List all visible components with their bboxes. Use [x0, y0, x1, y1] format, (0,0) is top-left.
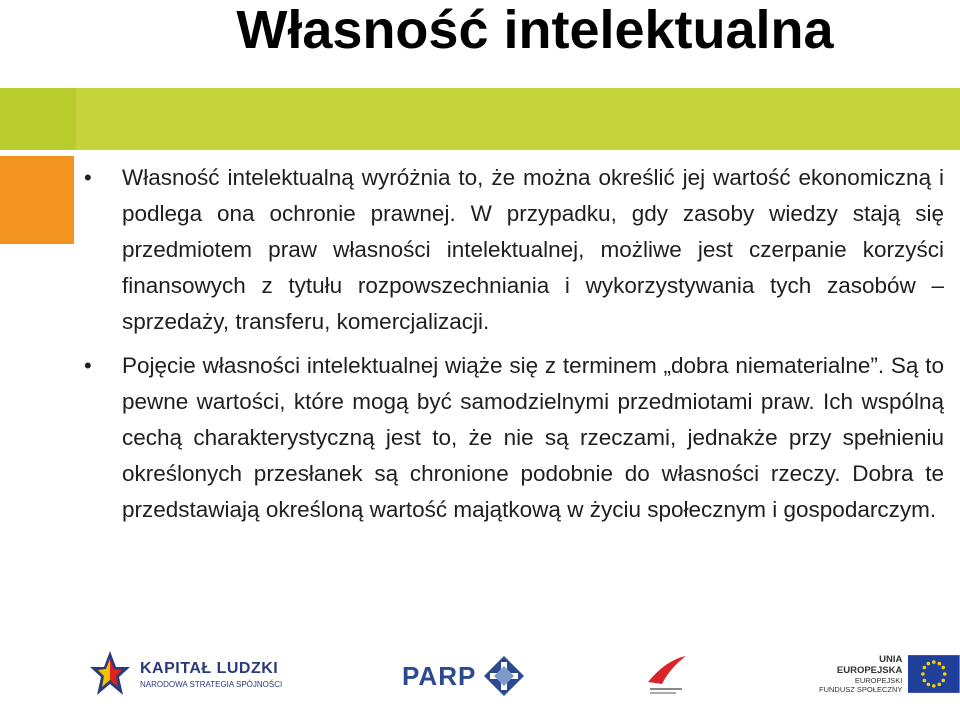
- green-header-bar: [76, 88, 960, 150]
- parp-mark-icon: [482, 654, 526, 698]
- eu-flag-icon: [908, 655, 960, 693]
- bullet-text: Pojęcie własności intelektualnej wiąże się z terminem „dobra niematerialne”. Są to pewne wartości, które mogą być samodzielnymi przedmiotami praw. Ich wspólną cechą charakterystyczną jest to, że nie są rzeczami, jednakże przy spełnieniu określonych przesłanek są chronione podobnie do własności rzeczy. Dobra te przedstawiają określoną wartość majątkową w życiu społecznym i gospodarczym.: [122, 353, 944, 522]
- kapital-ludzki-name: KAPITAŁ LUDZKI: [140, 659, 279, 677]
- slide-content: [82, 160, 944, 536]
- eu-logo: [812, 654, 960, 694]
- bullet-item: [82, 160, 944, 340]
- eu-line3: FUNDUSZ SPOŁECZNY: [819, 685, 903, 694]
- orange-side-block: [0, 156, 74, 244]
- swoosh-logo-icon: [640, 650, 692, 700]
- kapital-ludzki-subtitle: NARODOWA STRATEGIA SPÓJNOŚCI: [140, 679, 283, 689]
- page-title: Własność intelektualna: [236, 0, 834, 60]
- eu-line2: EUROPEJSKI: [854, 676, 903, 685]
- bullet-text: Własność intelektualną wyróżnia to, że można określić jej wartość ekonomiczną i podlega ona ochronie prawnej. W przypadku, gdy zasoby wiedzy stają się przedmiotem praw własności intelektualnej, możliwe jest czerpanie korzyści finansowych z tytułu rozpowszechniania i wykorzystywania tych zasobów – sprzedaży, transferu, komercjalizacji.: [122, 165, 944, 334]
- star-logo-icon: [90, 649, 130, 699]
- bullet-dot: •: [84, 353, 92, 378]
- kapital-ludzki-logo: [90, 646, 282, 702]
- eu-line1: UNIA EUROPEJSKA: [836, 654, 903, 676]
- green-left-block: [0, 88, 76, 150]
- footer-logos: [0, 640, 960, 706]
- bullet-item: [82, 348, 944, 528]
- parp-logo: [402, 654, 526, 698]
- parp-name: PARP: [402, 660, 477, 691]
- bullet-dot: •: [84, 165, 92, 190]
